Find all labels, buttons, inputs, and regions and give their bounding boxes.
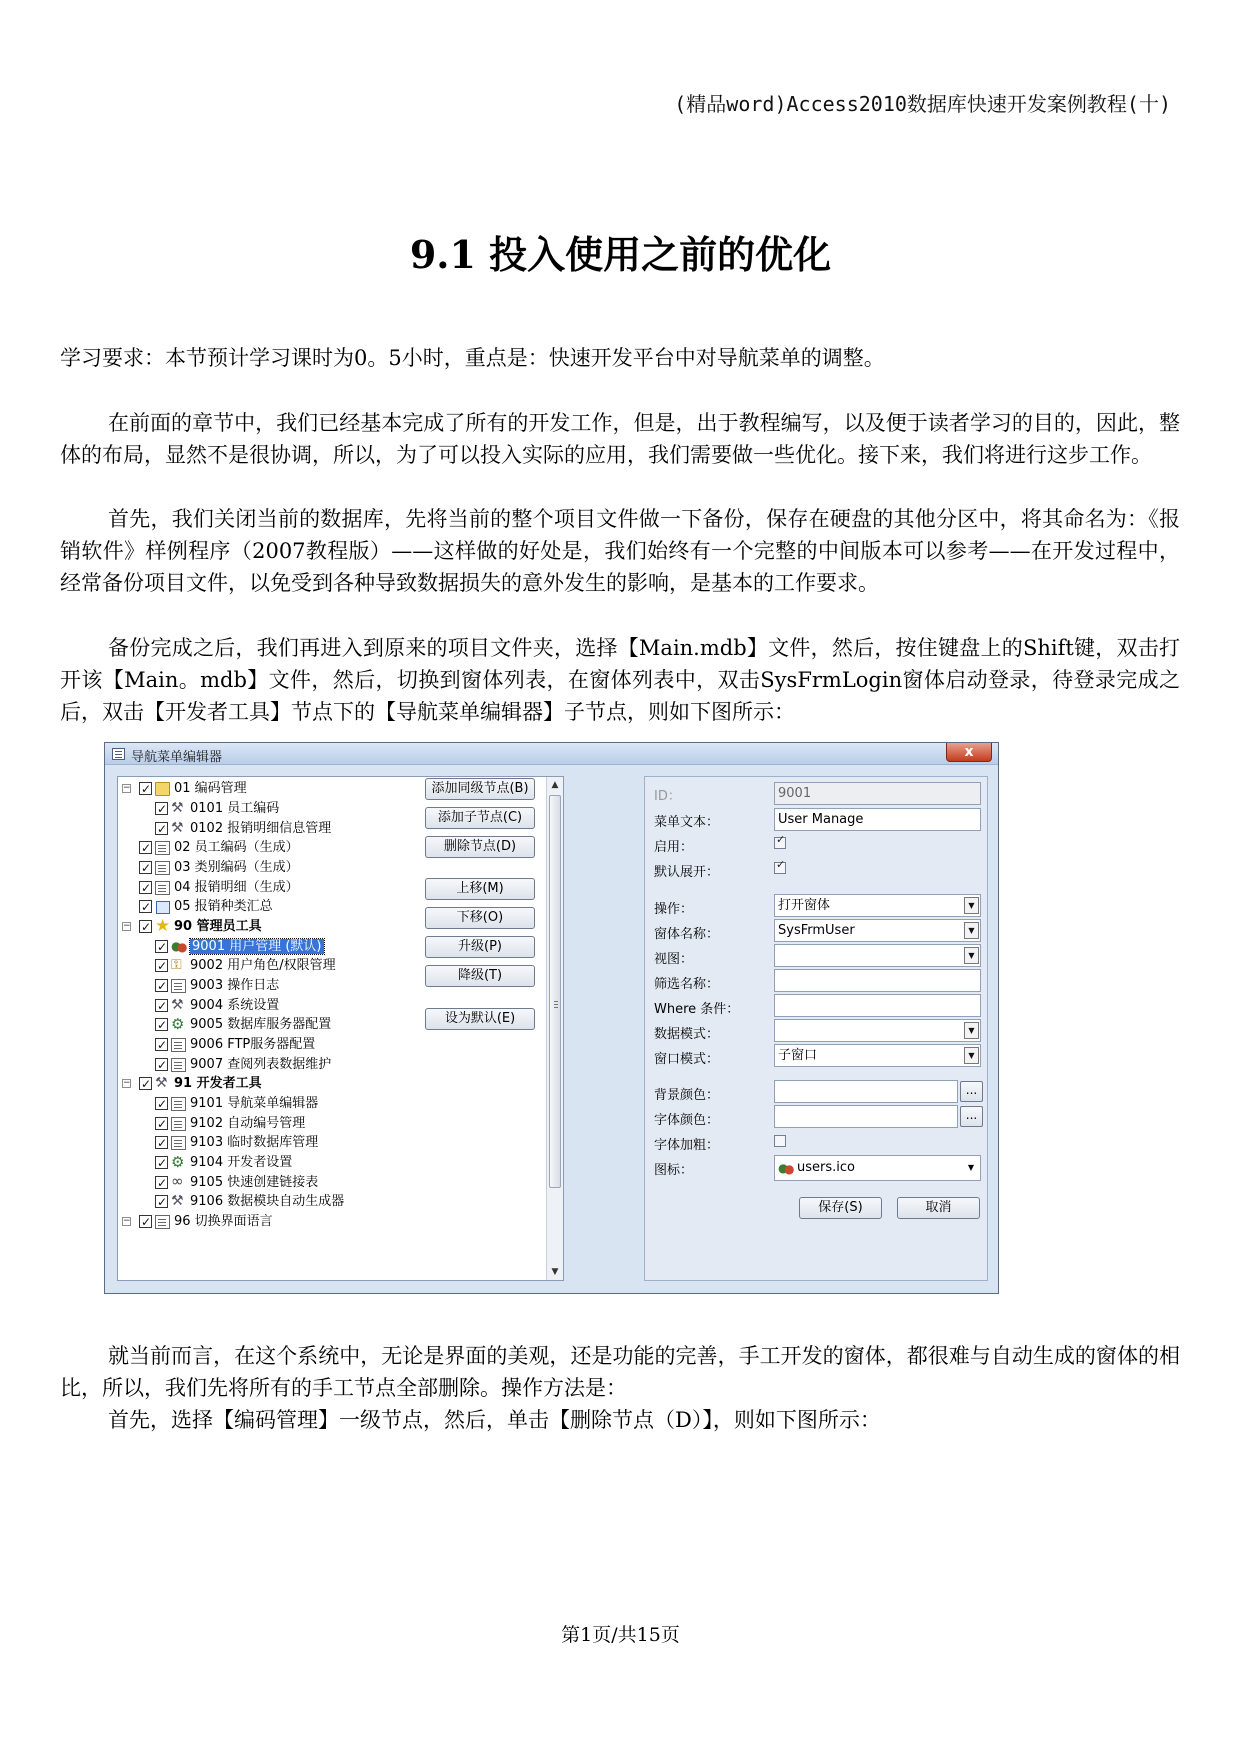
icon-label: 图标： — [654, 1163, 694, 1178]
tree-node[interactable]: − ✓ 01 编码管理 — [122, 778, 247, 800]
document-icon — [171, 979, 186, 993]
window-mode-select[interactable]: 子窗口 ▼ — [774, 1044, 981, 1067]
page-footer: 第1页/共15页 — [561, 1624, 680, 1646]
node-checkbox[interactable] — [155, 1156, 168, 1169]
tree-node[interactable]: − ✓ 96 切换界面语言 — [122, 1211, 273, 1233]
tree-node[interactable]: ✓∞9105 快速创建链接表 — [155, 1172, 318, 1194]
default-expand-checkbox[interactable] — [774, 862, 786, 874]
icon-select[interactable]: ● ● users.ico ▼ — [774, 1155, 981, 1181]
node-checkbox[interactable] — [139, 841, 152, 854]
save-button[interactable]: 保存(S) — [799, 1197, 882, 1219]
users-icon — [171, 940, 186, 954]
document-icon — [171, 1117, 186, 1131]
paragraph-requirement: 学习要求：本节预计学习课时为0。5小时，重点是：快速开发平台中对导航菜单的调整。 — [60, 346, 885, 370]
data-mode-label: 数据模式： — [654, 1027, 720, 1042]
menu-text-input[interactable]: User Manage — [774, 808, 981, 831]
node-checkbox[interactable] — [155, 1097, 168, 1110]
tree-node[interactable]: ✓9007 查阅列表数据维护 — [155, 1054, 331, 1076]
form-name-select[interactable]: SysFrmUser ▼ — [774, 919, 981, 942]
form-name-label: 窗体名称： — [654, 927, 720, 942]
move-up-button[interactable]: 上移(M) — [425, 878, 535, 900]
collapse-icon: − — [123, 1216, 131, 1226]
paragraph-backup: 首先，我们关闭当前的数据库，先将当前的整个项目文件做一下备份，保存在硬盘的其他分区中，将其命名为：《报销软件》样例程序（2007教程版）——这样做的好处是，我们始终有一个完整的中间版本可以参考——在开发过程中，经常备份项目文件，以免受到各种导致数据损失的意外发生的影响，是基本的工作要求。 — [60, 507, 1180, 595]
font-color-input[interactable] — [774, 1105, 958, 1128]
node-checkbox[interactable] — [139, 782, 152, 795]
cancel-button[interactable]: 取消 — [897, 1197, 980, 1219]
gear-icon — [171, 1018, 186, 1032]
dropdown-arrow-icon: ▼ — [964, 1022, 979, 1039]
scroll-thumb[interactable] — [549, 795, 561, 1188]
document-icon — [171, 1038, 186, 1052]
enabled-checkbox[interactable] — [774, 837, 786, 849]
tree-node[interactable]: − ✓★ 90 管理员工具 — [122, 916, 262, 938]
tree-node[interactable]: − ✓⚒ 91 开发者工具 — [122, 1073, 262, 1095]
node-checkbox[interactable] — [155, 1058, 168, 1071]
tree-node[interactable]: ✓9006 FTP服务器配置 — [155, 1034, 315, 1056]
tree-node[interactable]: ✓⚙9005 数据库服务器配置 — [155, 1014, 331, 1036]
window-title: 导航菜单编辑器 — [131, 750, 223, 765]
node-checkbox[interactable] — [155, 959, 168, 972]
font-color-picker-button[interactable]: ... — [960, 1106, 983, 1127]
tree-node[interactable]: ✓⚙9104 开发者设置 — [155, 1152, 292, 1174]
form-icon — [112, 748, 125, 760]
tree-node[interactable]: ✓⚒0102 报销明细信息管理 — [155, 818, 331, 840]
document-icon — [155, 881, 170, 895]
enabled-label: 启用： — [654, 840, 694, 855]
id-field: 9001 — [774, 782, 981, 805]
node-checkbox[interactable] — [139, 900, 152, 913]
dropdown-arrow-icon: ▼ — [964, 1047, 979, 1064]
background-color-label: 背景颜色： — [654, 1088, 720, 1103]
node-checkbox[interactable] — [155, 1038, 168, 1051]
filter-name-input[interactable] — [774, 969, 981, 992]
font-color-label: 字体颜色： — [654, 1113, 720, 1128]
star-icon — [155, 920, 170, 934]
action-select[interactable]: 打开窗体 ▼ — [774, 894, 981, 917]
where-condition-input[interactable] — [774, 994, 981, 1017]
node-checkbox[interactable] — [155, 1018, 168, 1031]
where-condition-label: Where 条件： — [654, 1002, 740, 1017]
add-child-button[interactable]: 添加子节点(C) — [425, 807, 535, 829]
close-button[interactable]: x — [946, 743, 992, 762]
node-checkbox[interactable] — [155, 999, 168, 1012]
tree-node[interactable]: ✓⚒9004 系统设置 — [155, 995, 279, 1017]
collapse-icon: − — [123, 1078, 131, 1088]
dropdown-arrow-icon: ▼ — [967, 1163, 974, 1172]
tree-node[interactable]: ✓9101 导航菜单编辑器 — [155, 1093, 318, 1115]
dropdown-arrow-icon: ▼ — [964, 947, 979, 964]
set-default-button[interactable]: 设为默认(E) — [425, 1008, 535, 1030]
paragraph-delete: 就当前而言，在这个系统中，无论是界面的美观，还是功能的完善，手工开发的窗体，都很难与自动生成的窗体的相比，所以，我们先将所有的手工节点全部删除。操作方法是： — [60, 1344, 1180, 1400]
action-label: 操作： — [654, 902, 694, 917]
node-checkbox[interactable] — [155, 822, 168, 835]
delete-node-button[interactable]: 删除节点(D) — [425, 836, 535, 858]
scroll-down-icon[interactable]: ▼ — [551, 1267, 559, 1277]
background-color-input[interactable] — [774, 1080, 958, 1103]
tree-node[interactable]: ✓9103 临时数据库管理 — [155, 1132, 318, 1154]
promote-button[interactable]: 升级(P) — [425, 936, 535, 958]
tool-icon — [171, 822, 186, 836]
tree-node[interactable]: ✓⚒9106 数据模块自动生成器 — [155, 1191, 344, 1213]
node-checkbox[interactable] — [139, 1215, 152, 1228]
data-mode-select[interactable] — [774, 1019, 981, 1042]
document-icon — [171, 1136, 186, 1150]
dropdown-arrow-icon: ▼ — [964, 897, 979, 914]
font-bold-label: 字体加粗： — [654, 1138, 720, 1153]
add-sibling-button[interactable]: 添加同级节点(B) — [425, 778, 535, 800]
tree-node[interactable]: ✓02 员工编码（生成） — [139, 837, 299, 859]
collapse-icon: − — [123, 783, 131, 793]
nav-menu-editor-window — [104, 742, 999, 1294]
demote-button[interactable]: 降级(T) — [425, 965, 535, 987]
filter-name-label: 筛选名称： — [654, 977, 720, 992]
document-icon — [155, 861, 170, 875]
tree-node[interactable]: ✓⚒0101 员工编码 — [155, 798, 279, 820]
node-checkbox[interactable] — [155, 1176, 168, 1189]
tree-node[interactable]: ✓03 类别编码（生成） — [139, 857, 299, 879]
node-checkbox[interactable] — [155, 979, 168, 992]
users-icon — [778, 1161, 793, 1175]
node-checkbox[interactable] — [155, 802, 168, 815]
view-label: 视图： — [654, 952, 694, 967]
collapse-icon: − — [123, 921, 131, 931]
settings-tool-icon — [171, 999, 186, 1013]
menu-text-label: 菜单文本： — [654, 815, 720, 830]
default-expand-label: 默认展开： — [654, 865, 720, 880]
key-icon — [171, 959, 186, 973]
background-color-picker-button[interactable]: ... — [960, 1081, 983, 1102]
view-select[interactable] — [774, 944, 981, 967]
font-bold-checkbox[interactable] — [774, 1135, 786, 1147]
node-checkbox[interactable] — [139, 861, 152, 874]
tree-node[interactable]: ✓⚿9002 用户角色/权限管理 — [155, 955, 336, 977]
node-checkbox[interactable] — [139, 881, 152, 894]
page-header: (精品word)Access2010数据库快速开发案例教程(十) — [674, 92, 1171, 116]
generator-icon — [171, 1195, 186, 1209]
node-checkbox[interactable] — [155, 940, 168, 953]
paragraph-select: 首先，选择【编码管理】一级节点，然后，单击【删除节点（D）】，则如下图所示： — [108, 1408, 881, 1432]
scroll-up-icon[interactable]: ▲ — [551, 780, 559, 790]
folder-icon — [155, 782, 170, 796]
paragraph-intro: 在前面的章节中，我们已经基本完成了所有的开发工作，但是，出于教程编写，以及便于读者学习的目的，因此，整体的布局，显然不是很协调，所以，为了可以投入实际的应用，我们需要做一些优化。接下来，我们将进行这步工作。 — [60, 411, 1180, 467]
tree-node[interactable]: ✓9102 自动编号管理 — [155, 1113, 305, 1135]
node-checkbox[interactable] — [139, 920, 152, 933]
window-mode-label: 窗口模式： — [654, 1052, 720, 1067]
document-icon — [155, 1215, 170, 1229]
id-label: ID： — [654, 789, 681, 804]
tree-node[interactable]: ✓9003 操作日志 — [155, 975, 279, 997]
document-icon — [171, 1097, 186, 1111]
tree-scrollbar[interactable] — [546, 777, 563, 1280]
node-checkbox[interactable] — [155, 1117, 168, 1130]
node-checkbox[interactable] — [155, 1136, 168, 1149]
tree-node-selected[interactable]: ✓● ●9001 用户管理 (默认) — [155, 936, 324, 958]
chart-icon — [155, 900, 170, 914]
paragraph-open: 备份完成之后，我们再进入到原来的项目文件夹，选择【Main.mdb】文件，然后，按住键盘上的Shift键，双击打开该【Main。mdb】文件，然后，切换到窗体列表，在窗体列表中，双击SysFrmLogin窗体启动登录，待登录完成之后，双击【开发者工具】节点下的【导航菜单编辑器】子节点，则如下图所示： — [60, 636, 1180, 724]
property-panel — [644, 776, 988, 1281]
move-down-button[interactable]: 下移(O) — [425, 907, 535, 929]
tree-node[interactable]: ✓05 报销种类汇总 — [139, 896, 273, 918]
document-icon — [171, 1058, 186, 1072]
node-checkbox[interactable] — [139, 1077, 152, 1090]
link-icon — [171, 1176, 186, 1190]
window-titlebar — [105, 743, 998, 765]
gear-icon — [171, 1156, 186, 1170]
node-checkbox[interactable] — [155, 1195, 168, 1208]
developer-tools-icon — [155, 1077, 170, 1091]
tool-icon — [171, 802, 186, 816]
section-title: 9.1 投入使用之前的优化 — [409, 232, 832, 277]
dropdown-arrow-icon: ▼ — [964, 922, 979, 939]
document-icon — [155, 841, 170, 855]
tree-node[interactable]: ✓04 报销明细（生成） — [139, 877, 299, 899]
